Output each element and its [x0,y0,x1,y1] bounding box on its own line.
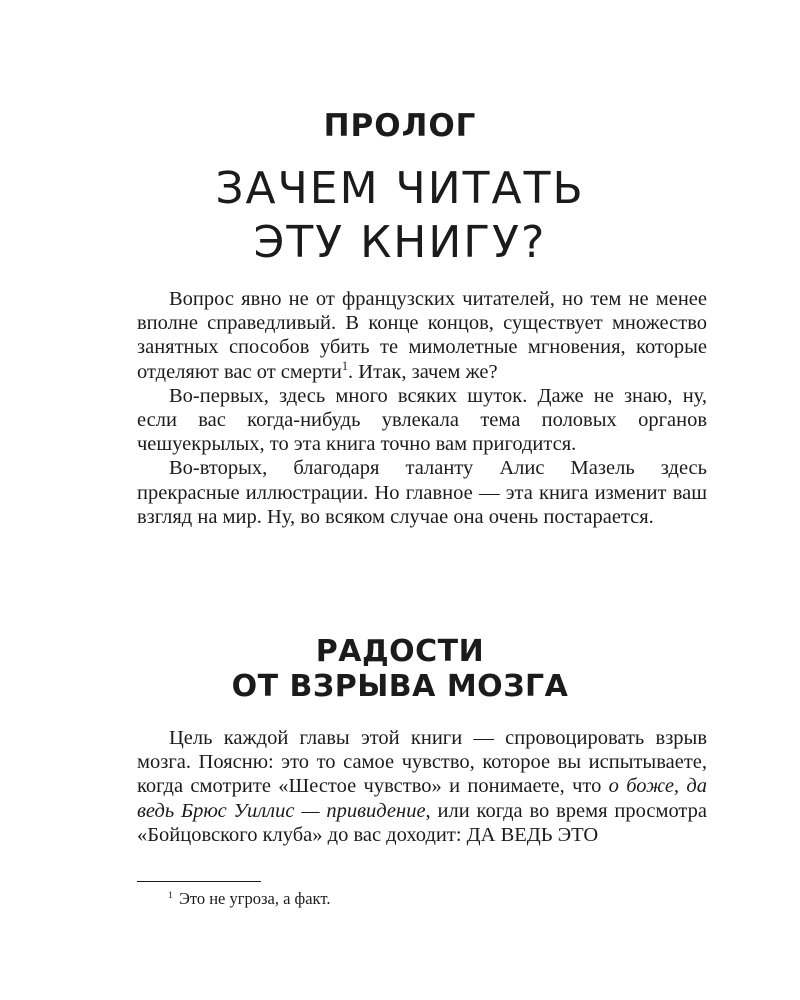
prologue-heading: ПРОЛОГ [323,108,477,144]
section-text [137,726,707,847]
paragraph [137,287,707,384]
paragraph: Во-вторых, благодаря таланту Алис Мазель здесь прекрасные иллюстрации. Но главное — эта книга изменит ваш взгляд на мир. Ну, во всяком случае она очень постарается. [137,457,707,528]
footnote [168,888,330,910]
intro-text [137,287,707,529]
emphasis-text: о боже, да ведь Брюс Уиллис — привидение [137,775,707,822]
section-heading [0,634,800,704]
chapter-title-line-2: ЭТУ КНИГУ? [253,217,547,268]
chapter-title [0,162,800,270]
footnote-reference[interactable]: 1 [341,358,349,373]
paragraph [137,726,707,847]
paragraph: Во-первых, здесь много всяких шуток. Даже не знаю, ну, если вас когда-нибудь увлекала тема половых органов чешуекрылых, то эта книга точно вам пригодится. [137,384,707,456]
footnote-divider [137,881,261,882]
footnote-number: 1 [168,889,173,901]
paragraph-text: . Итак, зачем же? [348,360,498,383]
paragraph-text: Вопрос явно не от французских читателей, но тем не менее вполне справедливый. В конце концов, существует множество занятных способов убить те мимолетные мгновения, которые отделяют вас от смерти [137,288,707,383]
section-heading-line-1: РАДОСТИ [315,634,485,669]
section-heading-line-2: ОТ ВЗРЫВА МОЗГА [231,669,569,704]
footnote-text: Это не угроза, а факт. [178,889,331,908]
chapter-title-line-1: ЗАЧЕМ ЧИТАТЬ [215,163,585,214]
paragraph-text: Цель каждой главы этой книги — спровоцировать взрыв мозга. Поясню: это то самое чувство, которое вы испытываете, когда смотрите «Шестое чувство» и понимаете, что [137,727,707,798]
paragraph-text: , или когда во время просмотра «Бойцовского клуба» до вас доходит: ДА ВЕДЬ ЭТО [137,799,707,846]
